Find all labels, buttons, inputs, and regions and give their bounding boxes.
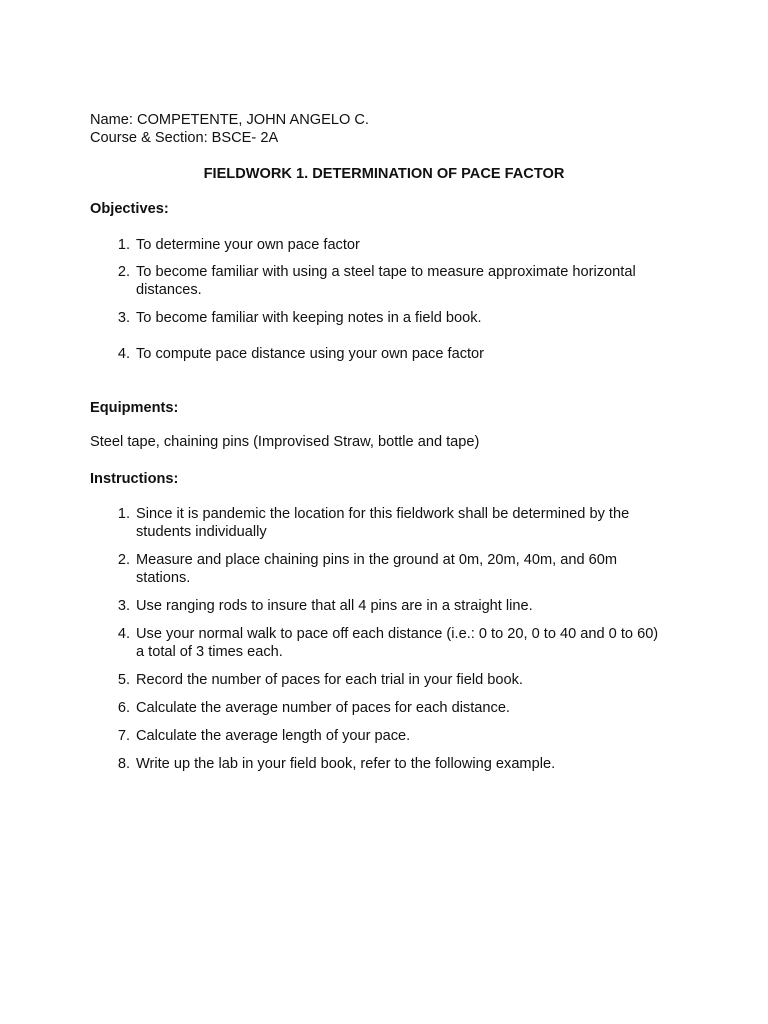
objectives-heading: Objectives: <box>90 201 169 217</box>
list-text: students individually <box>136 524 267 540</box>
list-text: To become familiar with keeping notes in a field book. <box>136 310 482 326</box>
list-text: To compute pace distance using your own pace factor <box>136 346 485 362</box>
list-text: Use ranging rods to insure that all 4 pins are in a straight line. <box>136 598 533 614</box>
list-text: Record the number of paces for each trial in your field book. <box>136 672 523 688</box>
student-name: Name: COMPETENTE, JOHN ANGELO C. <box>90 112 369 128</box>
list-text: Use your normal walk to pace off each distance (i.e.: 0 to 20, 0 to 40 and 0 to 60) <box>136 626 659 642</box>
list-text: To become familiar with using a steel tape to measure approximate horizontal <box>136 264 636 280</box>
list-number: 2. <box>117 552 130 568</box>
list-number: 5. <box>117 672 130 688</box>
list-text: distances. <box>136 282 202 298</box>
list-number: 6. <box>117 700 130 716</box>
equipments-heading: Equipments: <box>90 400 179 416</box>
list-number: 2. <box>117 264 130 280</box>
instructions-heading: Instructions: <box>90 471 179 487</box>
document-title: FIELDWORK 1. DETERMINATION OF PACE FACTOR <box>203 166 565 182</box>
list-text: Calculate the average length of your pace. <box>136 728 411 744</box>
list-number: 7. <box>117 728 130 744</box>
list-text: Measure and place chaining pins in the ground at 0m, 20m, 40m, and 60m <box>136 552 618 568</box>
list-number: 4. <box>117 626 130 642</box>
list-text: Since it is pandemic the location for this fieldwork shall be determined by the <box>136 506 630 522</box>
list-number: 1. <box>117 237 130 253</box>
list-number: 8. <box>117 756 130 772</box>
list-number: 3. <box>117 310 130 326</box>
list-text: stations. <box>136 570 191 586</box>
list-number: 1. <box>117 506 130 522</box>
equipments-text: Steel tape, chaining pins (Improvised Straw, bottle and tape) <box>90 434 480 450</box>
list-number: 3. <box>117 598 130 614</box>
list-number: 4. <box>117 346 130 362</box>
list-text: a total of 3 times each. <box>136 644 283 660</box>
course-section: Course & Section: BSCE- 2A <box>90 130 279 146</box>
list-text: To determine your own pace factor <box>136 237 360 253</box>
list-text: Write up the lab in your field book, refer to the following example. <box>136 756 556 772</box>
list-text: Calculate the average number of paces for each distance. <box>136 700 510 716</box>
